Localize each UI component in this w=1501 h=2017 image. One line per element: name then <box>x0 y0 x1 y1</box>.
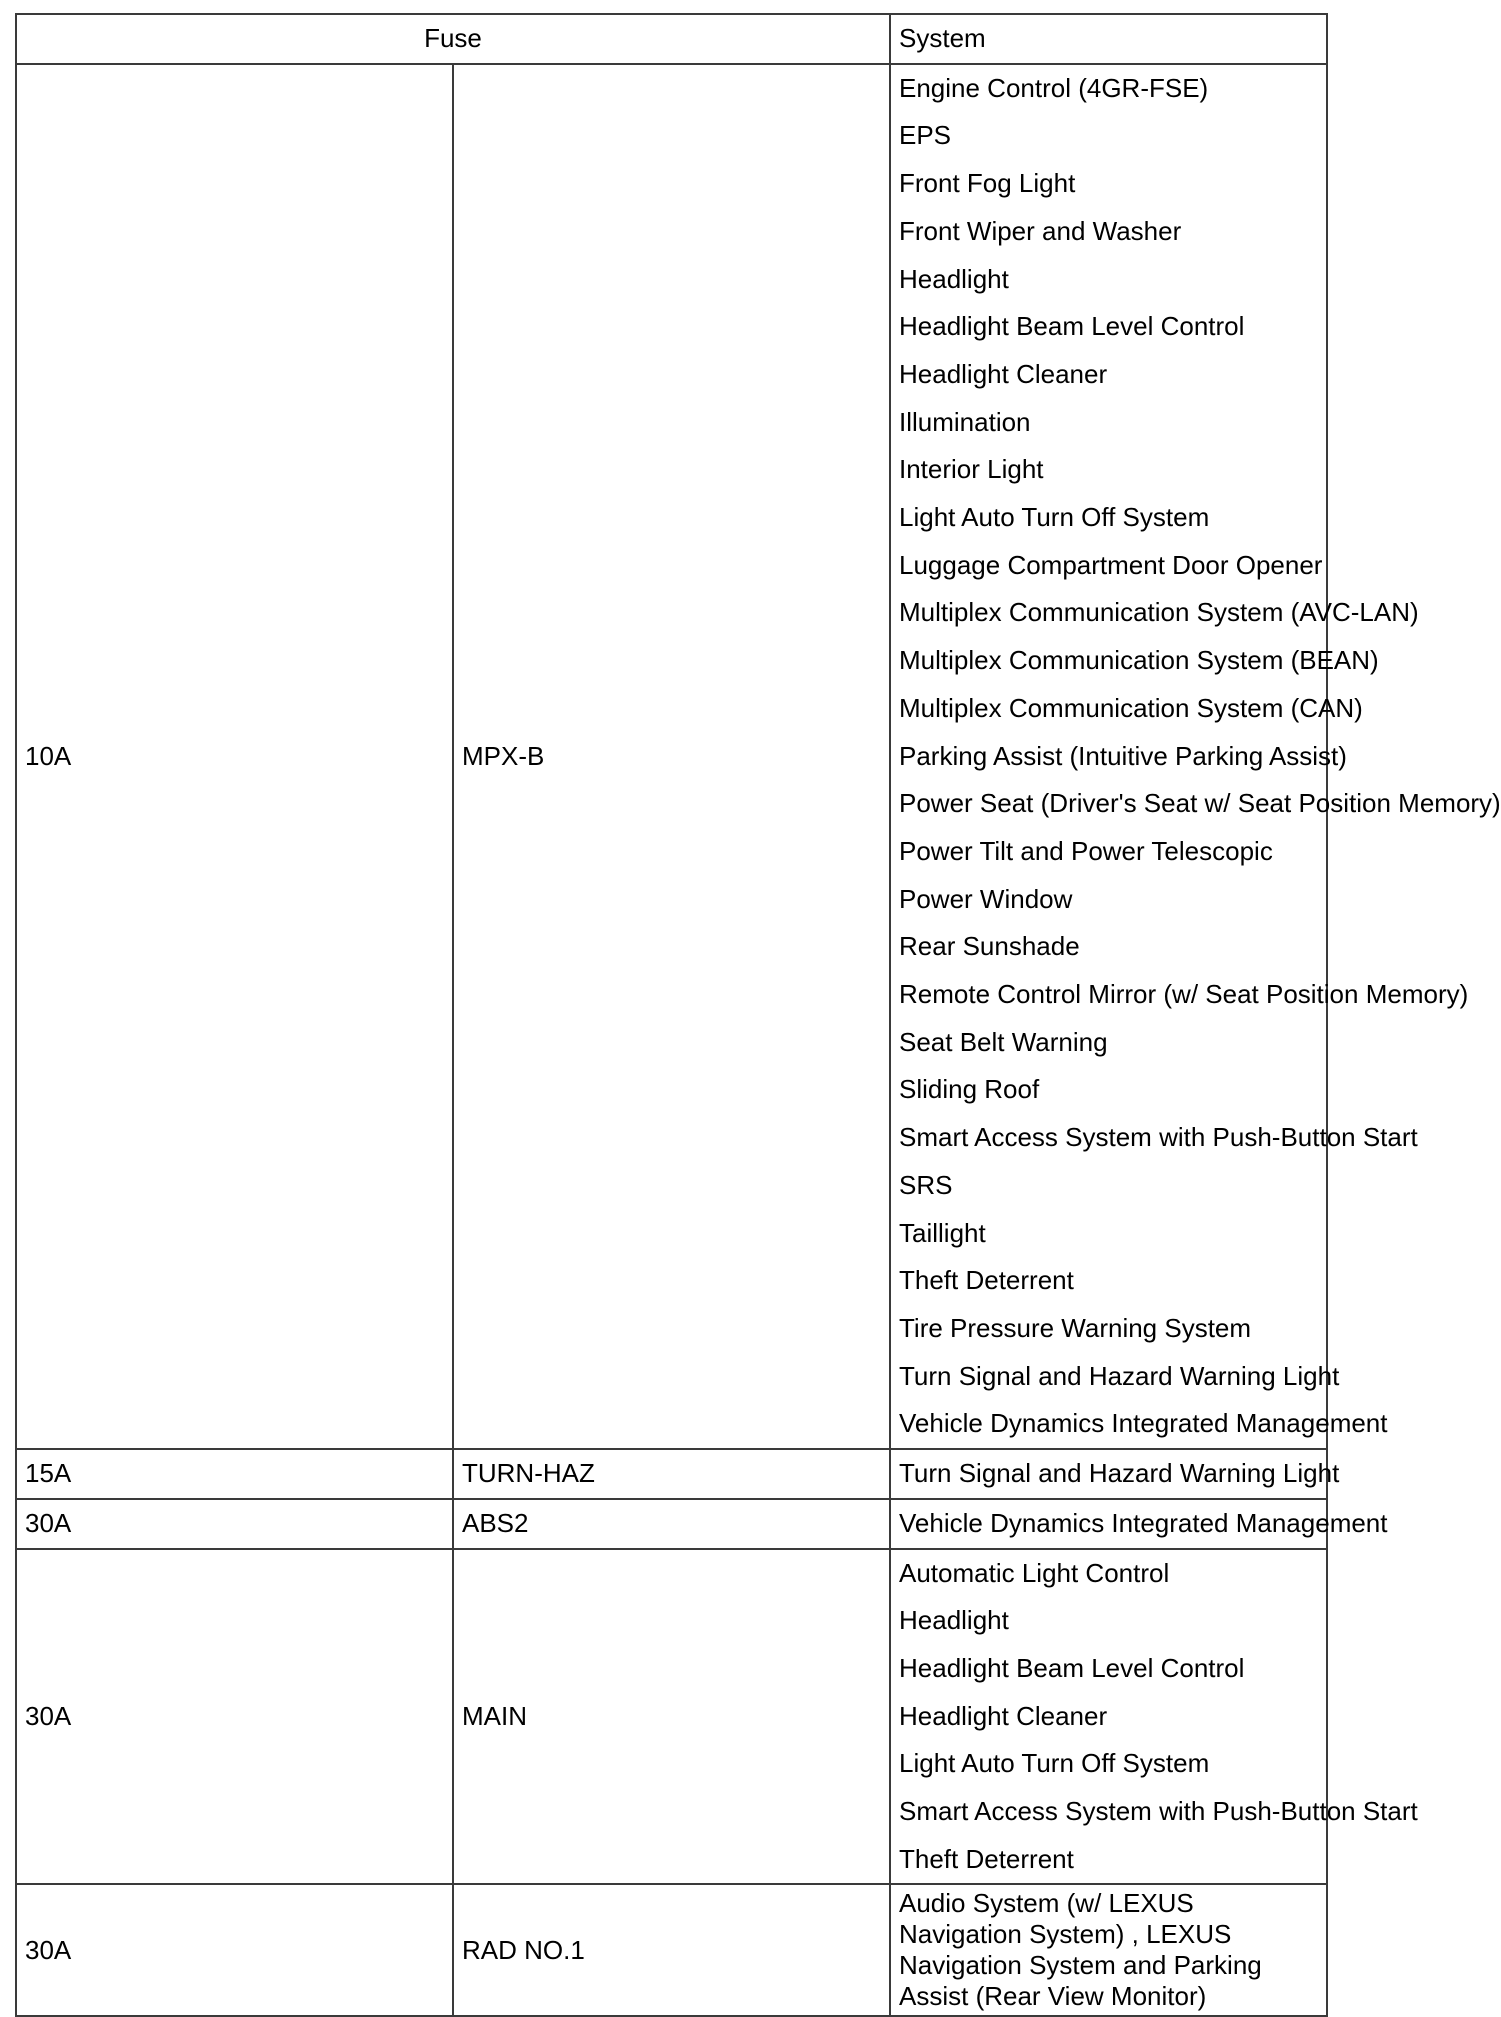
system-item: Interior Light <box>899 454 1044 485</box>
fuse-amperage: 30A <box>16 1549 453 1885</box>
system-item: EPS <box>899 120 952 151</box>
table-body <box>16 14 1501 2016</box>
system-item: Rear Sunshade <box>899 931 1080 962</box>
system-item: Theft Deterrent <box>899 1265 1074 1296</box>
fuse-amperage: 15A <box>16 1449 453 1499</box>
fuse-amperage: 30A <box>16 1499 453 1549</box>
system-item: Headlight <box>899 263 1009 294</box>
system-list <box>890 1549 1418 1885</box>
system-item: Headlight <box>899 1605 1009 1636</box>
system-item: Remote Control Mirror (w/ Seat Position Memory) <box>899 979 1469 1010</box>
system-item: Smart Access System with Push-Button Start <box>899 1796 1418 1827</box>
system-item: Headlight Cleaner <box>899 1700 1108 1731</box>
system-item: Engine Control (4GR-FSE) <box>899 72 1209 103</box>
system-item: Automatic Light Control <box>899 1557 1170 1588</box>
system-item: Smart Access System with Push-Button Start <box>899 1122 1418 1153</box>
system-item: Seat Belt Warning <box>899 1026 1108 1057</box>
system-item: Multiplex Communication System (CAN) <box>899 692 1363 723</box>
fuse-name: MAIN <box>453 1549 890 1885</box>
system-item: Sliding Roof <box>899 1074 1040 1105</box>
header-system: System <box>890 14 1327 64</box>
system-item: SRS <box>899 1169 953 1200</box>
fuse-name: TURN-HAZ <box>453 1449 890 1499</box>
system-item: Audio System (w/ LEXUS Navigation System) , LEXUS Navigation System and Parking Assist (Rear View Monitor) <box>899 1888 1262 2012</box>
system-item: Vehicle Dynamics Integrated Management <box>899 1408 1388 1439</box>
header-fuse: Fuse <box>16 14 890 64</box>
fuse-amperage: 10A <box>16 64 453 1449</box>
fuse-table <box>15 13 1501 2017</box>
system-item: Multiplex Communication System (AVC-LAN) <box>899 597 1419 628</box>
fuse-name: ABS2 <box>453 1499 890 1549</box>
table-row <box>16 1549 1327 1885</box>
table-row <box>16 64 1327 1449</box>
system-item: Taillight <box>899 1217 986 1248</box>
system-list <box>890 1884 1327 2016</box>
system-item: Turn Signal and Hazard Warning Light <box>899 1458 1340 1489</box>
table-row <box>16 1449 1327 1499</box>
system-list <box>890 1499 1388 1549</box>
system-item: Power Seat (Driver's Seat w/ Seat Position Memory) <box>899 788 1501 819</box>
system-item: Luggage Compartment Door Opener <box>899 549 1323 580</box>
system-item: Vehicle Dynamics Integrated Management <box>899 1507 1388 1538</box>
system-item: Theft Deterrent <box>899 1843 1074 1874</box>
system-item: Front Fog Light <box>899 168 1076 199</box>
system-list <box>890 64 1501 1449</box>
fuse-amperage: 30A <box>16 1884 453 2016</box>
system-item: Multiplex Communication System (BEAN) <box>899 645 1379 676</box>
system-item: Front Wiper and Washer <box>899 215 1182 246</box>
system-list <box>890 1449 1340 1499</box>
fuse-name: MPX-B <box>453 64 890 1449</box>
system-item: Power Window <box>899 883 1073 914</box>
system-item: Light Auto Turn Off System <box>899 502 1210 533</box>
system-item: Parking Assist (Intuitive Parking Assist) <box>899 740 1347 771</box>
system-item: Turn Signal and Hazard Warning Light <box>899 1360 1340 1391</box>
system-item: Headlight Cleaner <box>899 358 1108 389</box>
table-row <box>16 1884 1327 2016</box>
table-row <box>16 1499 1327 1549</box>
system-item: Tire Pressure Warning System <box>899 1312 1252 1343</box>
system-item: Light Auto Turn Off System <box>899 1748 1210 1779</box>
system-item: Illumination <box>899 406 1031 437</box>
system-item: Power Tilt and Power Telescopic <box>899 835 1273 866</box>
table-header-row <box>16 14 1327 64</box>
system-item: Headlight Beam Level Control <box>899 1652 1245 1683</box>
system-item: Headlight Beam Level Control <box>899 311 1245 342</box>
fuse-name: RAD NO.1 <box>453 1884 890 2016</box>
